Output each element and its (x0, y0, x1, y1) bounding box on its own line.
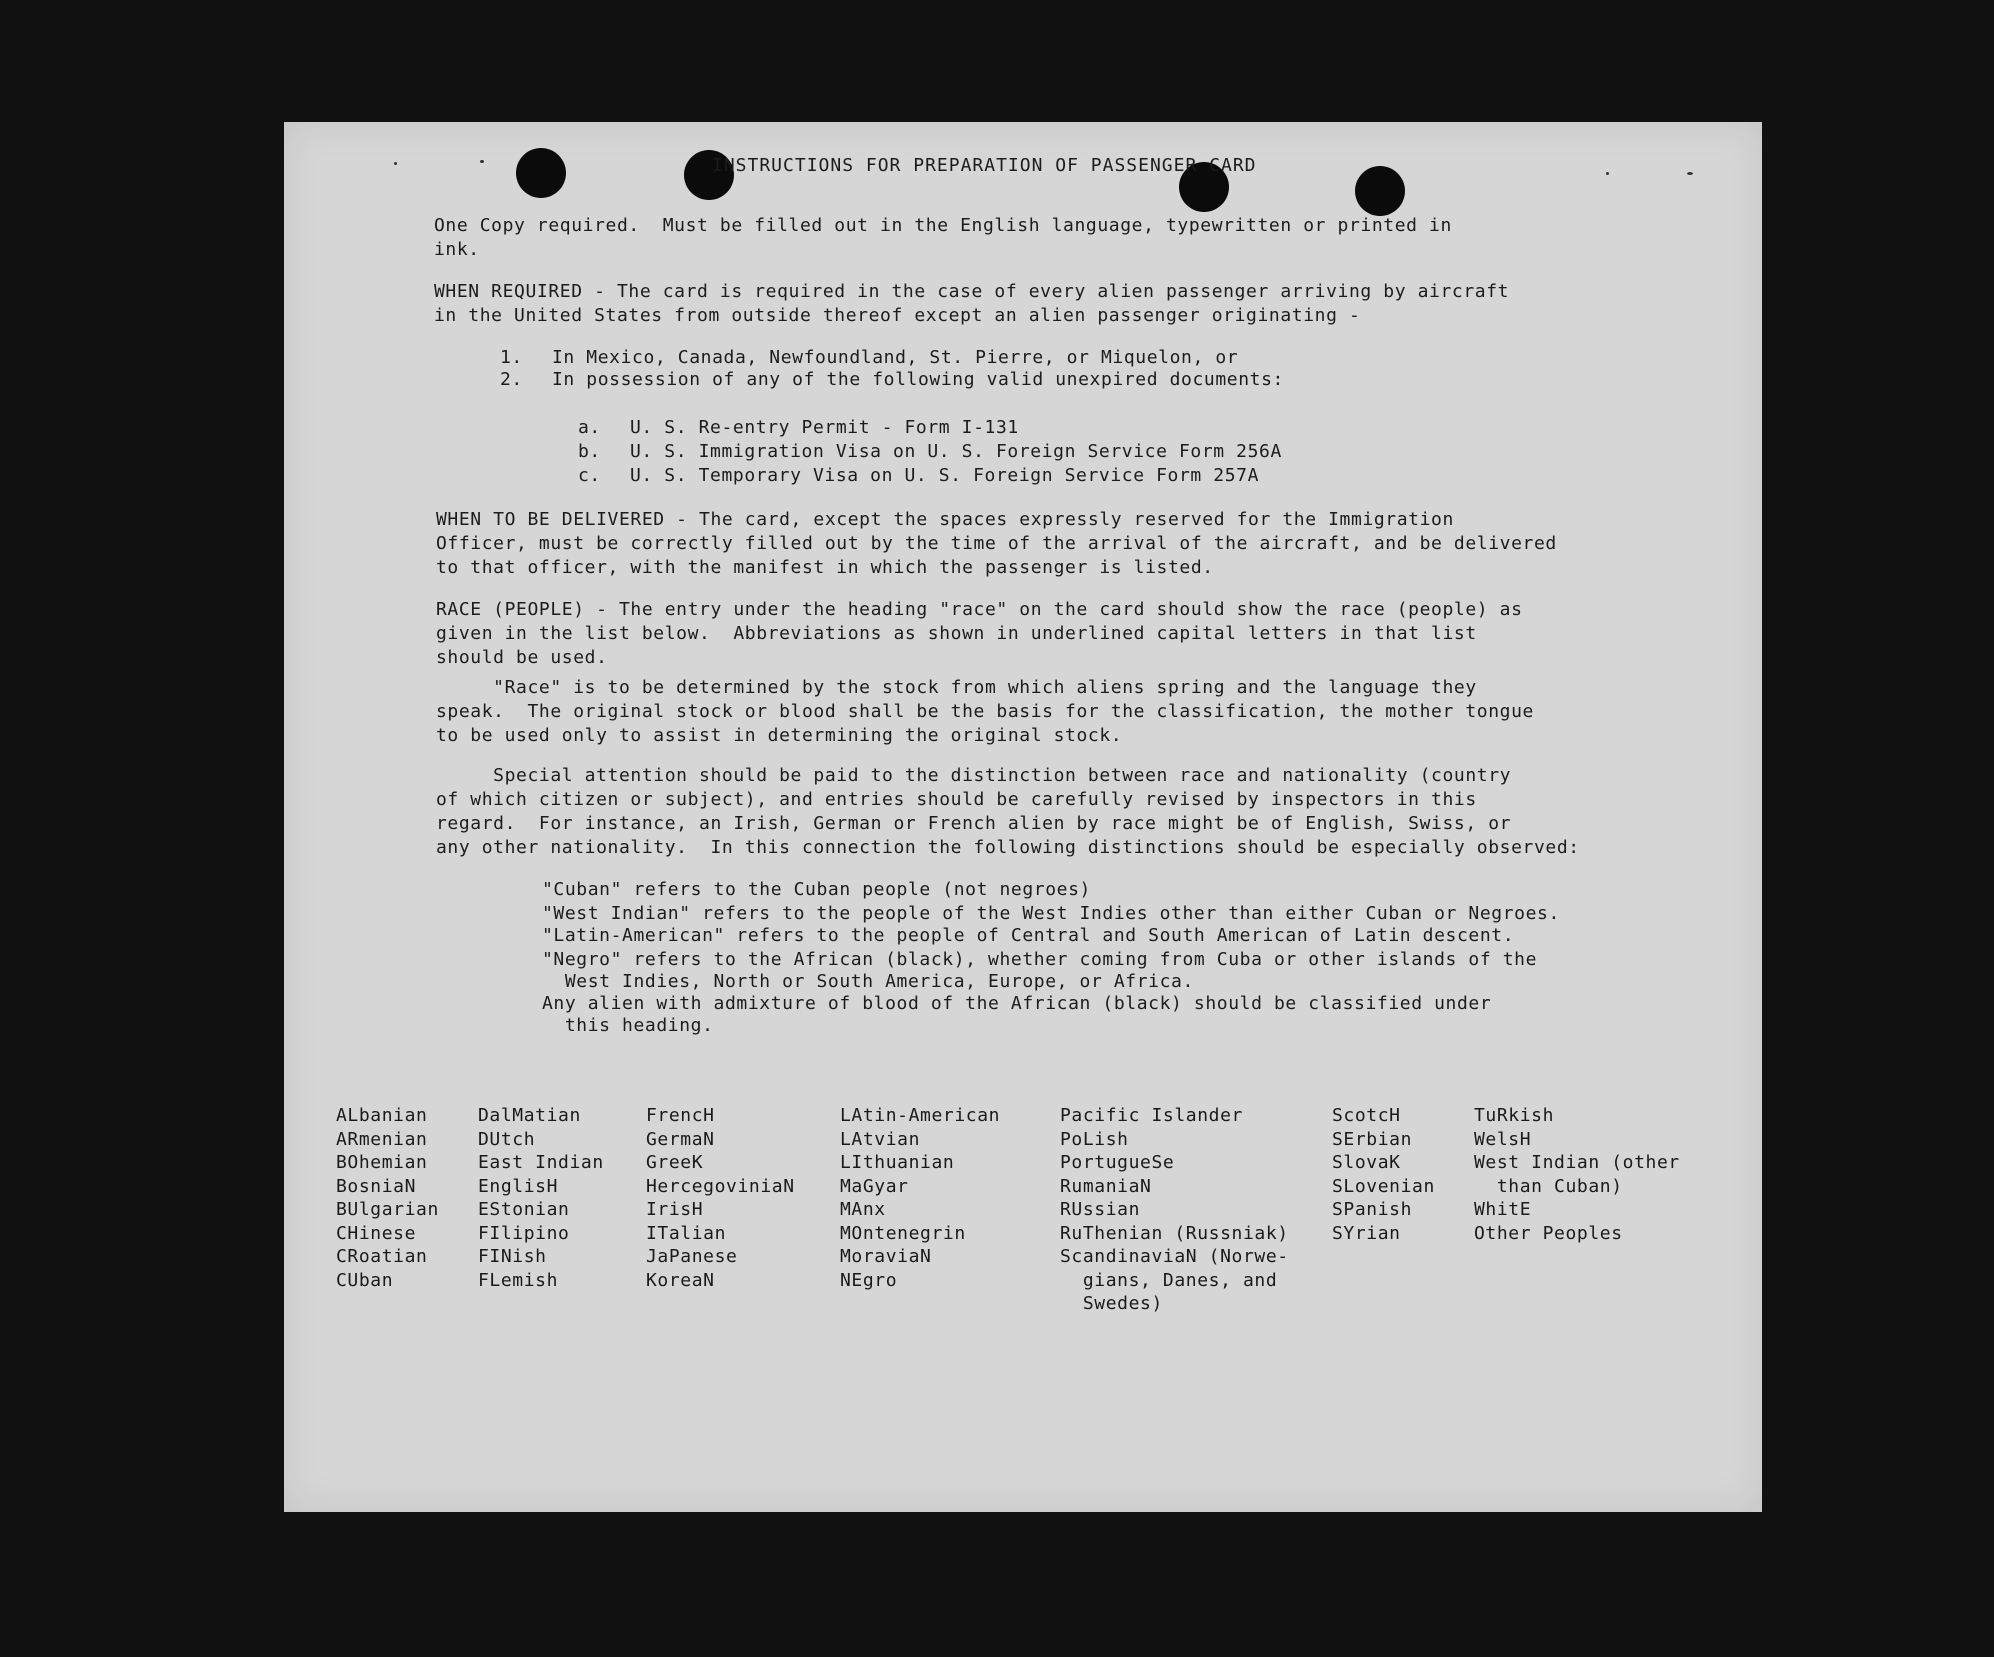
race-item: FrencH (646, 1105, 715, 1126)
race-item: PortugueSe (1060, 1152, 1175, 1173)
race-item: ScandinaviaN (Norwe- (1060, 1246, 1289, 1267)
race-list-column-7 (1474, 1104, 1680, 1245)
document-text: U. S. Re-entry Permit - Form I-131 (630, 417, 1019, 438)
race-line: given in the list below. Abbreviations as shown in underlined capital letters in that list (436, 623, 1477, 644)
document-letter: c. (578, 465, 601, 486)
race-item: MoraviaN (840, 1246, 932, 1267)
race-item: WhitE (1474, 1199, 1532, 1220)
race-list-column-2 (478, 1104, 604, 1292)
race-item: Pacific Islander (1060, 1105, 1243, 1126)
document-letter: b. (578, 441, 601, 462)
punch-hole (516, 148, 566, 198)
race-item: MAnx (840, 1199, 886, 1220)
race-item: NEgro (840, 1269, 898, 1291)
special-line: Special attention should be paid to the distinction between race and nationality (country (436, 765, 1512, 786)
race-list-column-5 (1060, 1104, 1289, 1316)
special-line: any other nationality. In this connection the following distinctions should be especially observed: (436, 837, 1580, 858)
speck (480, 160, 484, 163)
race-item: TuRkish (1474, 1105, 1555, 1126)
race-item: BOhemian (336, 1152, 428, 1173)
document-page (284, 122, 1762, 1512)
race-item: Other Peoples (1474, 1222, 1623, 1244)
race-item: DalMatian (478, 1105, 581, 1126)
race-item: GermaN (646, 1128, 715, 1150)
race-item: CUban (336, 1269, 394, 1291)
race-item: MOntenegrin (840, 1222, 966, 1244)
race-item: FLemish (478, 1269, 559, 1291)
race-item: CHinese (336, 1222, 417, 1244)
special-line: regard. For instance, an Irish, German or French alien by race might be of English, Swiss, or (436, 813, 1512, 834)
distinction-line: "Negro" refers to the African (black), whether coming from Cuba or other islands of the (542, 949, 1538, 970)
race-item: HercegoviniaN (646, 1175, 795, 1197)
race-item: ScotcH (1332, 1105, 1401, 1126)
race-item: East Indian (478, 1152, 604, 1173)
race-item: RUssian (1060, 1199, 1141, 1220)
race-item: RuThenian (Russniak) (1060, 1222, 1289, 1244)
race-list-column-4 (840, 1104, 1000, 1292)
race-item: KoreaN (646, 1269, 715, 1291)
race-item: JaPanese (646, 1246, 738, 1267)
race-item: LAtvian (840, 1128, 921, 1150)
speck (394, 162, 397, 165)
race-item: CRoatian (336, 1246, 428, 1267)
race-item: ARmenian (336, 1128, 428, 1150)
race-item: EStonian (478, 1199, 570, 1220)
numbered-text: In Mexico, Canada, Newfoundland, St. Pierre, or Miquelon, or (552, 347, 1239, 368)
intro-line: ink. (434, 239, 480, 260)
when-delivered-line: to that officer, with the manifest in which the passenger is listed. (436, 557, 1214, 578)
race-item: ITalian (646, 1222, 727, 1244)
race-definition-line: speak. The original stock or blood shall be the basis for the classification, the mother tongue (436, 701, 1534, 722)
race-item: LIthuanian (840, 1152, 955, 1173)
race-item: EnglisH (478, 1175, 559, 1197)
race-item: BosniaN (336, 1175, 417, 1197)
when-delivered-line: WHEN TO BE DELIVERED - The card, except the spaces expressly reserved for the Immigration (436, 509, 1454, 530)
numbered-label: 1. (500, 347, 523, 368)
distinction-line: Any alien with admixture of blood of the African (black) should be classified under (542, 993, 1492, 1014)
race-item: FINish (478, 1246, 547, 1267)
distinction-line: this heading. (542, 1015, 714, 1036)
numbered-text: In possession of any of the following valid unexpired documents: (552, 369, 1284, 390)
distinction-line: "West Indian" refers to the people of the West Indies other than either Cuban or Negroes. (542, 903, 1560, 924)
race-line: RACE (PEOPLE) - The entry under the heading "race" on the card should show the race (people) as (436, 599, 1523, 620)
document-letter: a. (578, 417, 601, 438)
distinction-line: "Cuban" refers to the Cuban people (not negroes) (542, 879, 1091, 900)
race-list-column-3 (646, 1104, 795, 1292)
race-item: PoLish (1060, 1128, 1129, 1150)
speck (1687, 172, 1693, 175)
race-definition-line: to be used only to assist in determining the original stock. (436, 725, 1123, 746)
race-list-column-6 (1332, 1104, 1435, 1245)
document-text: U. S. Temporary Visa on U. S. Foreign Service Form 257A (630, 465, 1260, 486)
race-item: WelsH (1474, 1128, 1532, 1150)
document-text: U. S. Immigration Visa on U. S. Foreign Service Form 256A (630, 441, 1282, 462)
race-item: BUlgarian (336, 1199, 439, 1220)
race-list-column-1 (336, 1104, 439, 1292)
race-item: IrisH (646, 1199, 704, 1220)
page-title: INSTRUCTIONS FOR PREPARATION OF PASSENGER CARD (712, 155, 1257, 176)
race-item: SLovenian (1332, 1175, 1435, 1197)
race-item: than Cuban) (1474, 1175, 1623, 1197)
race-item: SlovaK (1332, 1152, 1401, 1173)
distinction-line: "Latin-American" refers to the people of Central and South American of Latin descent. (542, 925, 1515, 946)
race-item: RumaniaN (1060, 1175, 1152, 1197)
race-item: gians, Danes, and (1060, 1269, 1278, 1291)
race-item: SPanish (1332, 1199, 1413, 1220)
race-item: GreeK (646, 1152, 704, 1173)
race-item: SYrian (1332, 1222, 1401, 1244)
when-required-line: in the United States from outside thereof except an alien passenger originating - (434, 305, 1361, 326)
when-required-line: WHEN REQUIRED - The card is required in the case of every alien passenger arriving by aircraft (434, 281, 1510, 302)
race-item: LAtin-American (840, 1105, 1001, 1126)
race-line: should be used. (436, 647, 608, 668)
race-item: FIlipino (478, 1222, 570, 1244)
race-item: MaGyar (840, 1175, 909, 1197)
race-item: Swedes) (1060, 1293, 1163, 1314)
speck (1606, 172, 1609, 175)
distinction-line: West Indies, North or South America, Europe, or Africa. (542, 971, 1194, 992)
punch-hole (1355, 166, 1405, 216)
race-item: ALbanian (336, 1105, 428, 1126)
race-item: DUtch (478, 1128, 536, 1150)
race-definition-line: "Race" is to be determined by the stock from which aliens spring and the language they (436, 677, 1477, 698)
intro-line: One Copy required. Must be filled out in the English language, typewritten or printed in (434, 215, 1452, 236)
special-line: of which citizen or subject), and entries should be carefully revised by inspectors in this (436, 789, 1477, 810)
numbered-label: 2. (500, 369, 523, 390)
race-item: SErbian (1332, 1128, 1413, 1150)
when-delivered-line: Officer, must be correctly filled out by the time of the arrival of the aircraft, and be delivered (436, 533, 1557, 554)
race-item: West Indian (other (1474, 1152, 1680, 1173)
